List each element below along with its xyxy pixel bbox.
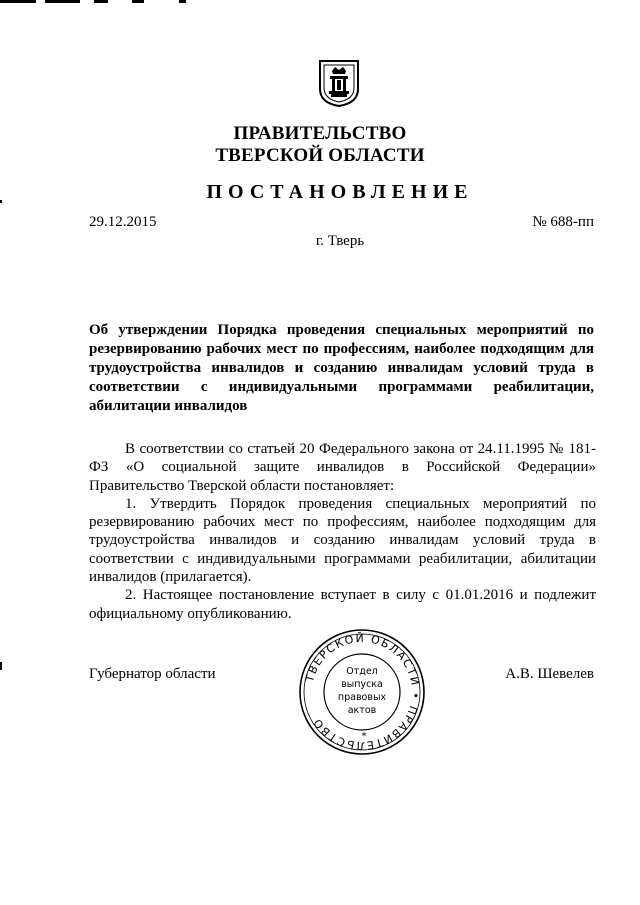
document-city: г. Тверь	[315, 233, 365, 249]
document-body	[89, 440, 596, 623]
scan-artifact	[179, 0, 186, 3]
signatory-position: Губернатор области	[89, 666, 216, 682]
signatory-name: А.В. Шевелев	[505, 666, 594, 682]
scan-artifact	[94, 0, 108, 3]
scan-artifact	[45, 0, 80, 3]
scan-artifact	[132, 0, 144, 3]
scan-artifact	[0, 0, 36, 3]
org-name-line1: ПРАВИТЕЛЬСТВО	[233, 123, 407, 144]
document-type: ПОСТАНОВЛЕНИЕ	[206, 181, 474, 203]
body-item-1: 1. Утвердить Порядок проведения специальных мероприятий по резервированию рабочих мест по профессиям, наиболее подходящим для трудоустройства инвалидов и созданию инвалидам условий труда в соответствии с индивидуальными программами реабилитации, абилитации инвалидов (прилагается).	[89, 495, 596, 586]
official-stamp	[296, 626, 428, 758]
body-intro: В соответствии со статьей 20 Федерального закона от 24.11.1995 № 181-ФЗ «О социальной защите инвалидов в Российской Федерации» Правительство Тверской области постановляет:	[89, 441, 596, 494]
document-date: 29.12.2015	[89, 214, 157, 230]
document-title: Об утверждении Порядка проведения специальных мероприятий по резервированию рабочих мест по профессиям, наиболее подходящим для трудоустройства инвалидов и созданию инвалидам условий труда в соответствии с индивидуальными программами реабилитации, абилитации инвалидов	[89, 322, 594, 414]
stamp-star: *	[361, 731, 367, 742]
body-item-2: 2. Настоящее постановление вступает в силу с 01.01.2016 и подлежит официальному опубликованию.	[89, 587, 596, 622]
stamp-outer-text: ТВЕРСКОЙ ОБЛАСТИ • ПРАВИТЕЛЬСТВО	[303, 631, 423, 753]
document-number: № 688-пп	[532, 214, 594, 230]
stamp-inner-line3: правовых	[337, 692, 387, 703]
coat-of-arms-emblem	[318, 59, 360, 107]
stamp-inner-line4: актов	[347, 705, 377, 716]
stamp-inner-line1: Отдел	[346, 666, 378, 677]
scan-artifact	[0, 662, 2, 670]
org-name-line2: ТВЕРСКОЙ ОБЛАСТИ	[215, 145, 425, 166]
stamp-inner-line2: выпуска	[341, 679, 383, 690]
